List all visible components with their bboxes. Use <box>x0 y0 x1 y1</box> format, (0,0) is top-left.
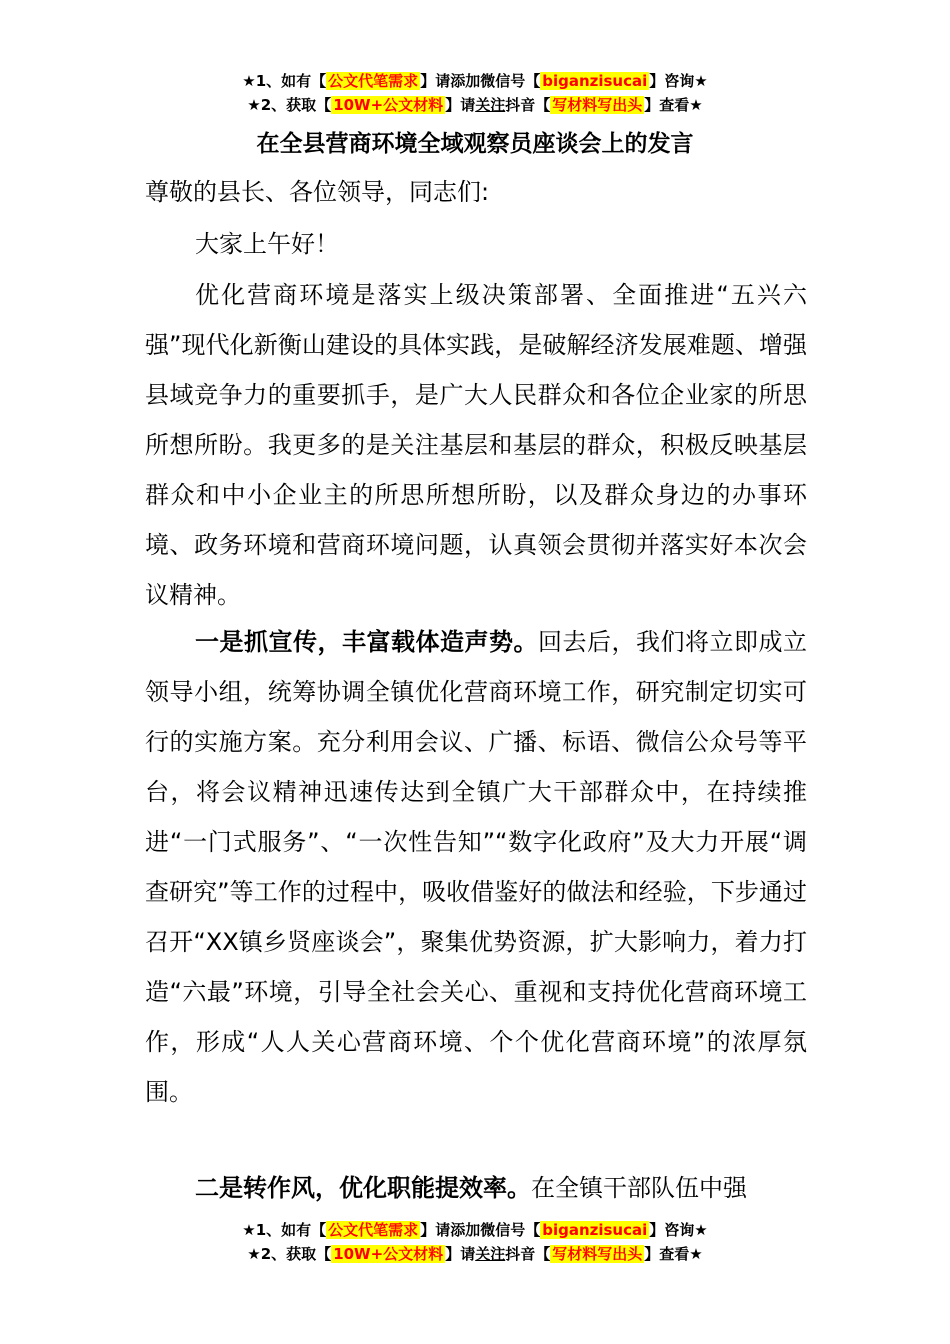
highlight-douyin: 写材料写出头 <box>552 1245 643 1263</box>
highlight-service: 公文代笔需求 <box>328 1221 419 1239</box>
banner-text: 】请添加微信号【 <box>420 72 541 90</box>
paragraph-3-lead: 二是转作风，优化职能提效率。 <box>195 1174 531 1202</box>
paragraph-3 <box>145 1163 807 1213</box>
banner-text: 】查看★ <box>644 1245 703 1263</box>
banner-text: 抖音【 <box>505 96 551 114</box>
highlight-materials: 10W+公文材料 <box>333 96 444 114</box>
banner-line-2 <box>0 1242 950 1266</box>
paragraph-2 <box>145 617 807 1117</box>
bottom-banner <box>0 1218 950 1266</box>
banner-text: 】请添加微信号【 <box>420 1221 541 1239</box>
top-banner <box>0 69 950 117</box>
paragraph-2-body: 回去后，我们将立即成立领导小组，统筹协调全镇优化营商环境工作，研究制定切实可行的实施方案。充分利用会议、广播、标语、微信公众号等平台，将会议精神迅速传达到全镇广大干部群众中，在持续推进“一门式服务”、“一次性告知”“数字化政府”及大力开展“调查研究”等工作的过程中，吸收借鉴好的做法和经验，下步通过召开“XX镇乡贤座谈会”，聚集优势资源，扩大影响力，着力打造“六最”环境，引导全社会关心、重视和支持优化营商环境工作，形成“人人关心营商环境、个个优化营商环境”的浓厚氛围。 <box>145 628 807 1106</box>
salutation: 尊敬的县长、各位领导，同志们: <box>145 178 490 206</box>
greeting: 大家上午好！ <box>195 230 339 258</box>
banner-text: 】请 <box>445 1245 476 1263</box>
paragraph-1: 优化营商环境是落实上级决策部署、全面推进“五兴六强”现代化新衡山建设的具体实践，是破解经济发展难题、增强县域竞争力的重要抓手，是广大人民群众和各位企业家的所思所想所盼。我更多的是关注基层和基层的群众，积极反映基层群众和中小企业主的所思所想所盼，以及群众身边的办事环境、政务环境和营商环境问题，认真领会贯彻并落实好本次会议精神。 <box>145 281 807 609</box>
banner-text: ★1、如有【 <box>242 1221 327 1239</box>
banner-text-underlined: 关注 <box>475 1245 506 1263</box>
banner-line-2 <box>0 93 950 117</box>
highlight-service: 公文代笔需求 <box>328 72 419 90</box>
document-title: 在全县营商环境全域观察员座谈会上的发言 <box>256 131 694 157</box>
banner-text-underlined: 关注 <box>475 96 506 114</box>
highlight-wechat-id: biganzisucai <box>542 72 648 90</box>
highlight-douyin: 写材料写出头 <box>552 96 643 114</box>
highlight-materials: 10W+公文材料 <box>333 1245 444 1263</box>
paragraph-2-lead: 一是抓宣传，丰富载体造声势。 <box>195 628 538 656</box>
banner-text: 】请 <box>445 96 476 114</box>
banner-line-1 <box>0 69 950 93</box>
banner-text: ★2、获取【 <box>247 1245 332 1263</box>
banner-line-1 <box>0 1218 950 1242</box>
banner-text: 】咨询★ <box>649 72 708 90</box>
highlight-wechat-id: biganzisucai <box>542 1221 648 1239</box>
banner-text: 抖音【 <box>505 1245 551 1263</box>
paragraph-3-body: 在全镇干部队伍中强 <box>531 1174 747 1202</box>
banner-text: 】咨询★ <box>649 1221 708 1239</box>
banner-text: 】查看★ <box>644 96 703 114</box>
banner-text: ★2、获取【 <box>247 96 332 114</box>
banner-text: ★1、如有【 <box>242 72 327 90</box>
